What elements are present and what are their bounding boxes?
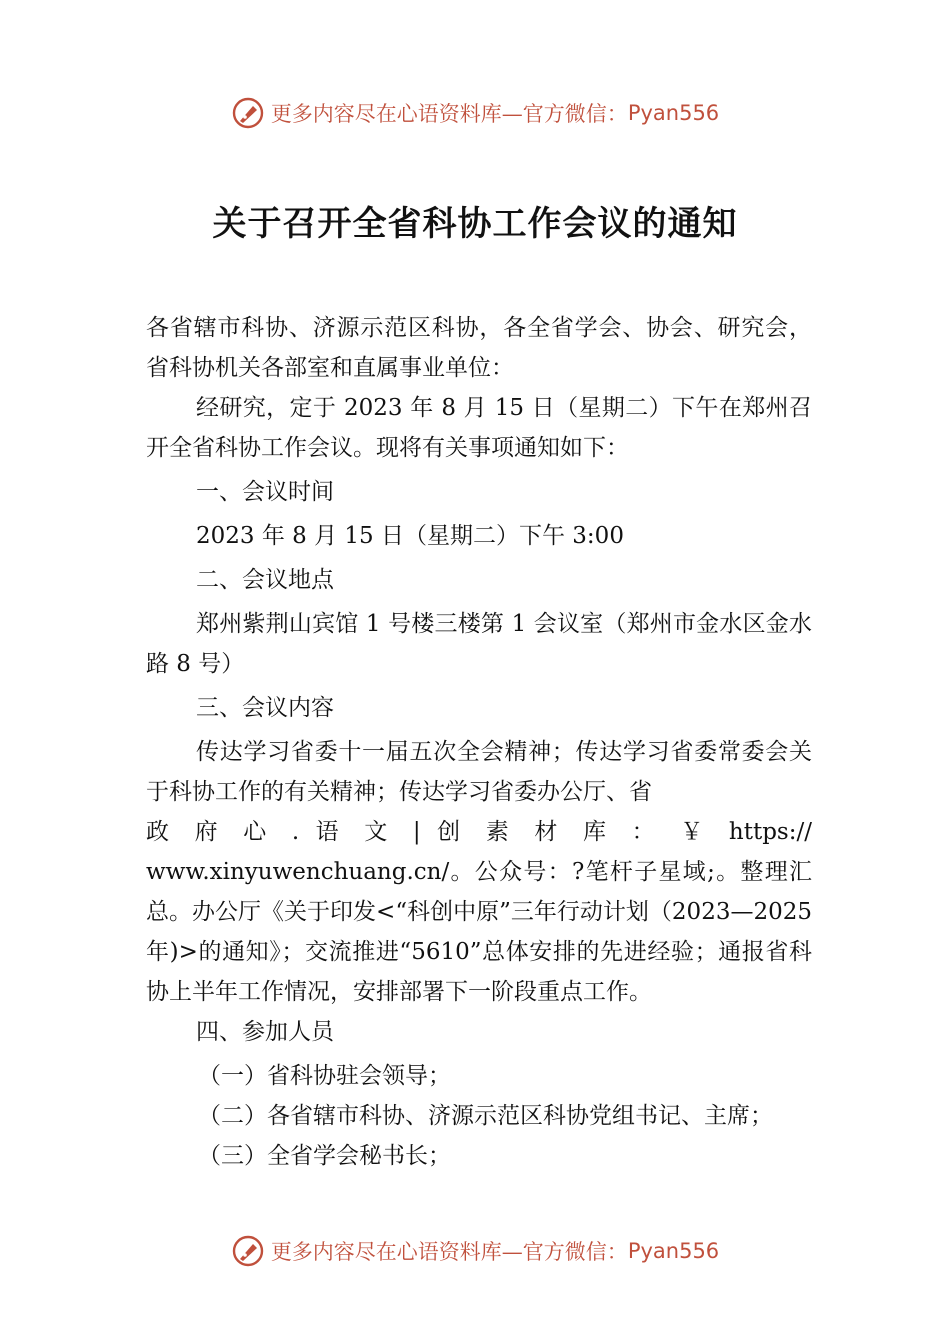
meeting-content-watermark-line: 政 府 心 . 语 文 | 创 素 材 库 ： ￥ https:// — [146, 819, 812, 845]
attendee-item: （三）全省学会秘书长； — [198, 1143, 451, 1169]
section-heading-venue: 二、会议地点 — [196, 567, 334, 593]
watermark-header — [0, 96, 950, 130]
watermark-footer — [0, 1234, 950, 1268]
watermark-wechat-id: Pyan556 — [627, 101, 720, 125]
document-body — [146, 308, 812, 1176]
salutation: 各省辖市科协、济源示范区科协，各全省学会、协会、研究会，省科协机关各部室和直属事业单位： — [146, 315, 812, 381]
meeting-content-part2: www.xinyuwenchuang.cn/。公众号：?笔杆子星域;。整理汇总。办公厅《关于印发<“科创中原”三年行动计划（2023—2025 年)>的通知》；交流推进“5610”总体安排的先进经验；通报省科协上半年工作情况，安排部署下一阶段重点工作。 — [146, 859, 812, 1005]
watermark-text: 更多内容尽在心语资料库—官方微信： — [270, 102, 628, 126]
meeting-venue: 郑州紫荆山宾馆 1 号楼三楼第 1 会议室（郑州市金水区金水路 8 号） — [146, 611, 812, 677]
section-heading-content: 三、会议内容 — [196, 695, 334, 721]
watermark-text: 更多内容尽在心语资料库—官方微信： — [270, 1240, 628, 1264]
meeting-content-part1: 传达学习省委十一届五次全会精神；传达学习省委常委会关于科协工作的有关精神；传达学习省委办公厅、省 — [146, 739, 812, 805]
attendee-item: （一）省科协驻会领导； — [198, 1063, 451, 1089]
pen-nib-icon — [231, 96, 265, 130]
attendee-item: （二）各省辖市科协、济源示范区科协党组书记、主席； — [198, 1103, 773, 1129]
intro-paragraph: 经研究，定于 2023 年 8 月 15 日（星期二）下午在郑州召开全省科协工作会议。现将有关事项通知如下： — [146, 395, 812, 461]
pen-nib-icon — [231, 1234, 265, 1268]
section-heading-attendees: 四、参加人员 — [196, 1019, 334, 1045]
meeting-time: 2023 年 8 月 15 日（星期二）下午 3:00 — [196, 523, 624, 549]
section-heading-time: 一、会议时间 — [196, 479, 334, 505]
document-title: 关于召开全省科协工作会议的通知 — [212, 204, 738, 244]
watermark-wechat-id: Pyan556 — [627, 1239, 720, 1263]
